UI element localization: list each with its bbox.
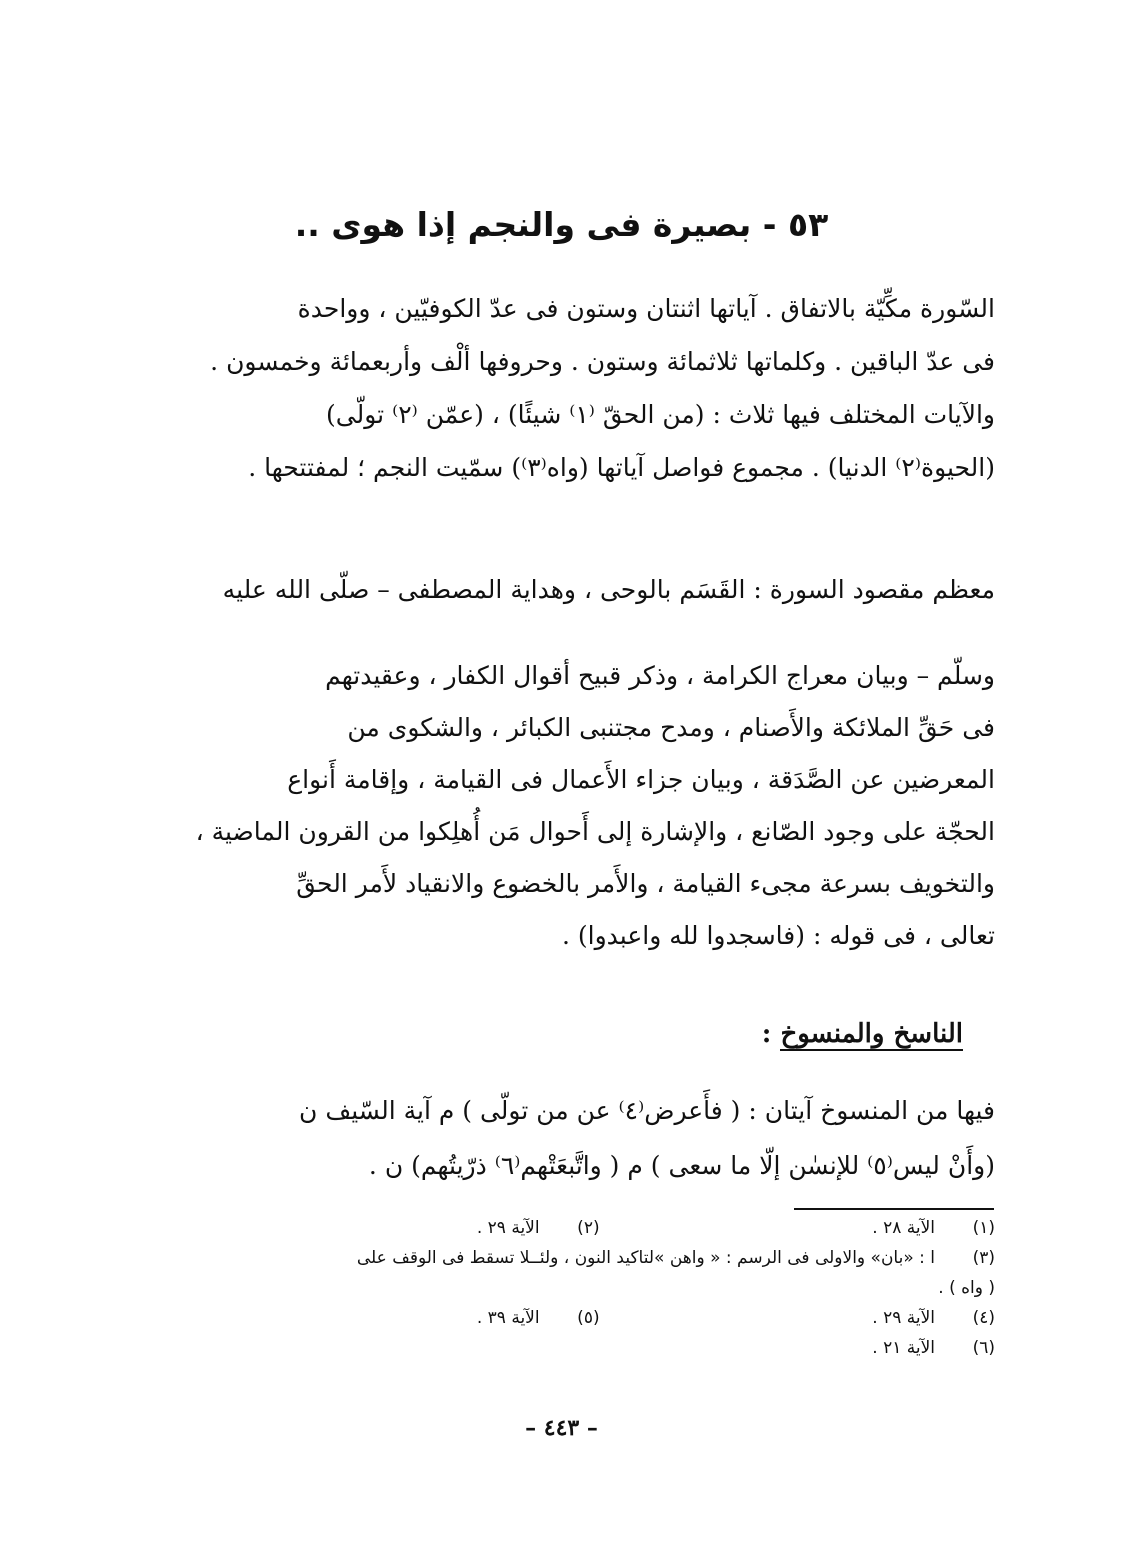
footnote <box>605 1213 995 1243</box>
purpose-paragraph <box>137 564 995 962</box>
purpose-line: الحجّة على وجود الصّانع ، والإشارة إلى أَحوال مَن أُهلِكوا من القرون الماضية ، <box>195 817 995 846</box>
intro-line: فى عدّ الباقين . وكلماتها ثلاثمائة وستون . وحروفها ألْف وأربعمائة وخمسون . <box>210 347 995 376</box>
purpose-line: معظم مقصود السورة : القَسَم بالوحى ، وهداية المصطفى – صلّى الله عليه <box>222 575 995 604</box>
footnote-divider <box>794 1208 994 1210</box>
footnote-text-continued: ( واه ) . <box>938 1278 995 1298</box>
purpose-line: المعرضين عن الصَّدَقة ، وبيان جزاء الأَعمال فى القيامة ، وإقامة أَنواع <box>287 765 995 794</box>
section-heading-colon: : <box>761 1019 772 1049</box>
footnote <box>605 1333 995 1363</box>
footnote-text: الآية ٢١ . <box>872 1338 935 1358</box>
footnote <box>210 1303 600 1333</box>
footnote-row <box>137 1273 995 1303</box>
footnote-number: (١) <box>972 1218 995 1238</box>
intro-line: السّورة مكِّيّة بالاتفاق . آياتها اثنتان وستون فى عدّ الكوفيّين ، وواحدة <box>297 294 995 323</box>
footnote-number: (٢) <box>577 1218 600 1238</box>
intro-line: والآيات المختلف فيها ثلاث : (من الحقّ ⁽١⁾ شيئًا) ، (عمّن ⁽٢⁾ تولّى) <box>326 400 995 429</box>
footnote-text: ا : «بان» والاولى فى الرسم : « واهن »لتاكيد النون ، ولئــلا تسقط فى الوقف على <box>356 1248 935 1268</box>
intro-paragraph <box>137 282 995 494</box>
footnote-number: (٣) <box>972 1248 995 1268</box>
chapter-title: ٥٣ - بصيرة فى والنجم إذا هوى .. <box>294 205 829 244</box>
nasikh-paragraph <box>137 1083 995 1193</box>
purpose-line: فى حَقِّ الملائكة والأَصنام ، ومدح مجتنبى الكبائر ، والشكوى من <box>347 713 995 742</box>
section-heading-text: الناسخ والمنسوخ <box>780 1019 963 1049</box>
nasikh-line: فيها من المنسوخ آيتان : ( فأَعرض⁽٤⁾ عن من تولّى ) م آية السّيف ن <box>299 1096 995 1125</box>
purpose-line: وسلّم – وبيان معراج الكرامة ، وذكر قبيح أقوال الكفار ، وعقيدتهم <box>325 661 995 690</box>
footnote-text: الآية ٣٩ . <box>476 1308 540 1328</box>
footnotes <box>137 1213 995 1363</box>
footnote-number: (٤) <box>972 1308 995 1328</box>
footnote-text: الآية ٢٩ . <box>872 1308 935 1328</box>
footnote-row <box>137 1243 995 1273</box>
purpose-line: والتخويف بسرعة مجىء القيامة ، والأَمر بالخضوع والانقياد لأَمر الحقِّ <box>296 869 995 898</box>
footnote-row <box>137 1303 995 1333</box>
footnote-text: الآية ٢٩ . <box>476 1218 540 1238</box>
footnote <box>605 1303 995 1333</box>
footnote <box>210 1213 600 1243</box>
footnote-number: (٦) <box>972 1338 995 1358</box>
footnote-row <box>137 1213 995 1243</box>
purpose-line: تعالى ، فى قوله : (فاسجدوا لله واعبدوا) . <box>562 921 995 950</box>
footnote-text: الآية ٢٨ . <box>872 1218 935 1238</box>
nasikh-line: (وأَنْ ليس⁽٥⁾ للإنسٰن إلّا ما سعى ) م ( واتَّبعَتْهم⁽٦⁾ ذرّيتُهم) ن . <box>368 1151 995 1180</box>
page-number: – ٤٤٣ – <box>525 1415 598 1441</box>
intro-line: (الحيوة⁽٢⁾ الدنيا) . مجموع فواصل آياتها (واه⁽٣⁾) سمّيت النجم ؛ لمفتتحها . <box>248 453 995 482</box>
footnote-number: (٥) <box>577 1308 600 1328</box>
section-heading <box>762 1010 963 1058</box>
footnote-row <box>137 1333 995 1363</box>
